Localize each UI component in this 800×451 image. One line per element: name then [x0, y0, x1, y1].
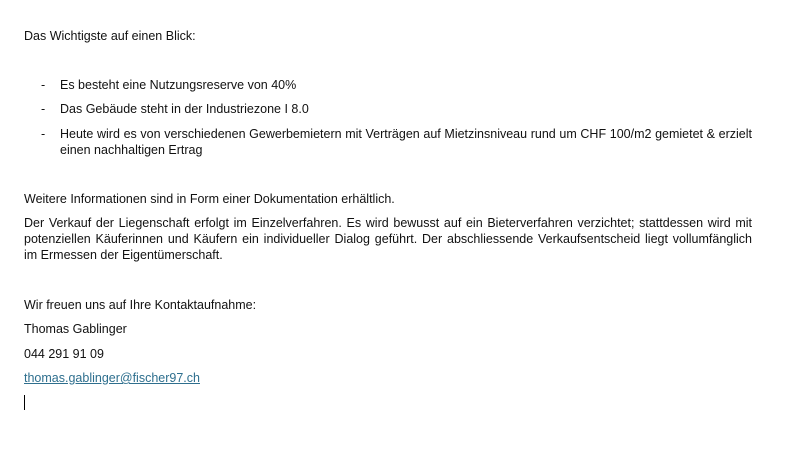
contact-phone: 044 291 91 09 [24, 347, 104, 361]
text-cursor [24, 395, 25, 410]
bullet-text: Das Gebäude steht in der Industriezone I 8.0 [60, 102, 309, 116]
bullet-dash: - [41, 127, 46, 141]
bullet-text: Es besteht eine Nutzungsreserve von 40% [60, 78, 297, 92]
contact-intro: Wir freuen uns auf Ihre Kontaktaufnahme: [24, 298, 257, 312]
bullet-dash: - [41, 102, 46, 116]
sale-paragraph: Der Verkauf der Liegenschaft erfolgt im Einzelverfahren. Es wird bewusst auf ein Bieterverfahren verzichtet; stattdessen wird mit potenziellen Käuferinnen und Käufern ein individueller Dialog geführt. Der abschliessende Verkaufsentscheid liegt vollumfänglich im Ermessen der Eigentümerschaft. [24, 216, 752, 262]
info-paragraph: Weitere Informationen sind in Form einer Dokumentation erhältlich. [24, 192, 395, 206]
contact-email-paragraph [24, 370, 752, 386]
bullet-dash: - [41, 78, 46, 92]
section-heading: Das Wichtigste auf einen Blick: [24, 29, 196, 43]
contact-email-link[interactable]: thomas.gablinger@fischer97.ch [24, 371, 200, 385]
contact-name: Thomas Gablinger [24, 322, 127, 336]
bullet-text: Heute wird es von verschiedenen Gewerbemietern mit Verträgen auf Mietzinsniveau rund um CHF 100/m2 gemietet & erzielt einen nachhaltigen Ertrag [60, 127, 752, 157]
